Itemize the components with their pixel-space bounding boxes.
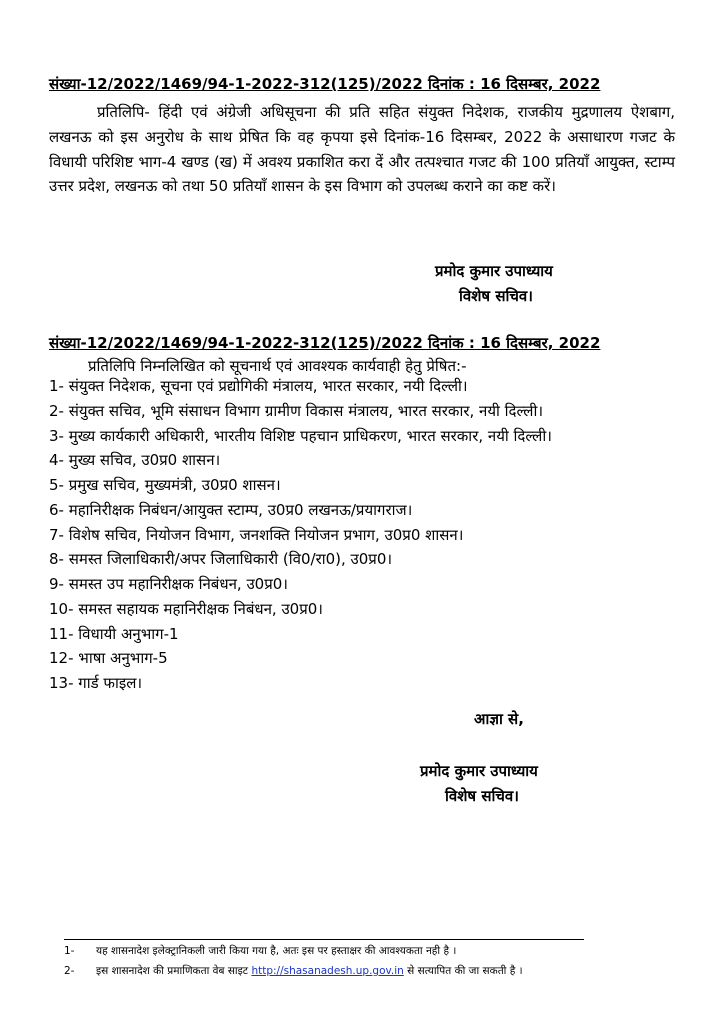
list-item: 7- विशेष सचिव, नियोजन विभाग, जनशक्ति नियोजन प्रभाग, उ0प्र0 शासन। xyxy=(49,525,464,544)
copy-intro: प्रतिलिपि निम्नलिखित को सूचनार्थ एवं आवश्यक कार्यवाही हेतु प्रेषित:- xyxy=(88,357,467,375)
forwarding-paragraph: प्रतिलिपि- हिंदी एवं अंग्रेजी अधिसूचना की प्रति सहित संयुक्त निदेशक, राजकीय मुद्रणालय ऐशबाग, लखनऊ को इस अनुरोध के साथ प्रेषित कि वह कृपया इसे दिनांक-16 दिसम्बर, 2022 के असाधारण गजट के विधायी परिशिष्ट भाग-4 खण्ड (ख) में अवश्य प्रकाशित करा दें और तत्पश्चात गजट की 100 प्रतियाँ आयुक्त, स्टाम्प उत्तर प्रदेश, लखनऊ को तथा 50 प्रतियाँ शासन के इस विभाग को उपलब्ध कराने का कष्ट करें। xyxy=(49,103,675,196)
list-item: 2- संयुक्त सचिव, भूमि संसाधन विभाग ग्रामीण विकास मंत्रालय, भारत सरकार, नयी दिल्ली। xyxy=(49,401,544,420)
footnote-text-end: से सत्यापित की जा सकती है । xyxy=(407,965,523,977)
list-item: 6- महानिरीक्षक निबंधन/आयुक्त स्टाम्प, उ0प्र0 लखनऊ/प्रयागराज। xyxy=(49,500,413,519)
list-item: 11- विधायी अनुभाग-1 xyxy=(49,624,179,643)
footnote-divider xyxy=(64,939,584,940)
footnote-text: इस शासनादेश की प्रमाणिकता वेब साइट xyxy=(96,965,249,977)
signatory-name: प्रमोद कुमार उपाध्याय xyxy=(435,262,553,280)
list-item: 4- मुख्य सचिव, उ0प्र0 शासन। xyxy=(49,451,221,470)
signatory-name-2: प्रमोद कुमार उपाध्याय xyxy=(420,762,538,780)
footnote-text: यह शासनादेश इलेक्ट्रानिकली जारी किया गया है, अतः इस पर हस्ताक्षर की आवश्यकता नही है । xyxy=(96,945,457,957)
list-item: 8- समस्त जिलाधिकारी/अपर जिलाधिकारी (वि0/रा0), उ0प्र0। xyxy=(49,550,393,569)
footnote-number: 2- xyxy=(64,965,75,977)
list-item: 3- मुख्य कार्यकारी अधिकारी, भारतीय विशिष्ट पहचान प्राधिकरण, भारत सरकार, नयी दिल्ली। xyxy=(49,426,552,445)
footnote-number: 1- xyxy=(64,945,75,957)
recipient-list xyxy=(49,374,552,696)
footnote-1 xyxy=(64,944,456,958)
footnote-2 xyxy=(64,964,523,978)
list-item: 5- प्रमुख सचिव, मुख्यमंत्री, उ0प्र0 शासन। xyxy=(49,476,281,494)
list-item: 9- समस्त उप महानिरीक्षक निबंधन, उ0प्र0। xyxy=(49,575,288,593)
signatory-title: विशेष सचिव। xyxy=(459,287,533,305)
list-item: 13- गार्ड फाइल। xyxy=(49,674,143,692)
by-order-text: आज्ञा से, xyxy=(474,710,524,728)
reference-number: संख्या-12/2022/1469/94-1-2022-312(125)/2022 दिनांक : 16 दिसम्बर, 2022 xyxy=(49,75,601,93)
list-item: 12- भाषा अनुभाग-5 xyxy=(49,649,168,668)
list-item: 1- संयुक्त निदेशक, सूचना एवं प्रद्योगिकी मंत्रालय, भारत सरकार, नयी दिल्ली। xyxy=(49,377,468,395)
signatory-title-2: विशेष सचिव। xyxy=(445,787,519,805)
website-link[interactable]: http://shasanadesh.up.gov.in xyxy=(251,965,404,977)
reference-number-2: संख्या-12/2022/1469/94-1-2022-312(125)/2022 दिनांक : 16 दिसम्बर, 2022 xyxy=(49,334,601,352)
list-item: 10- समस्त सहायक महानिरीक्षक निबंधन, उ0प्र0। xyxy=(49,599,323,618)
